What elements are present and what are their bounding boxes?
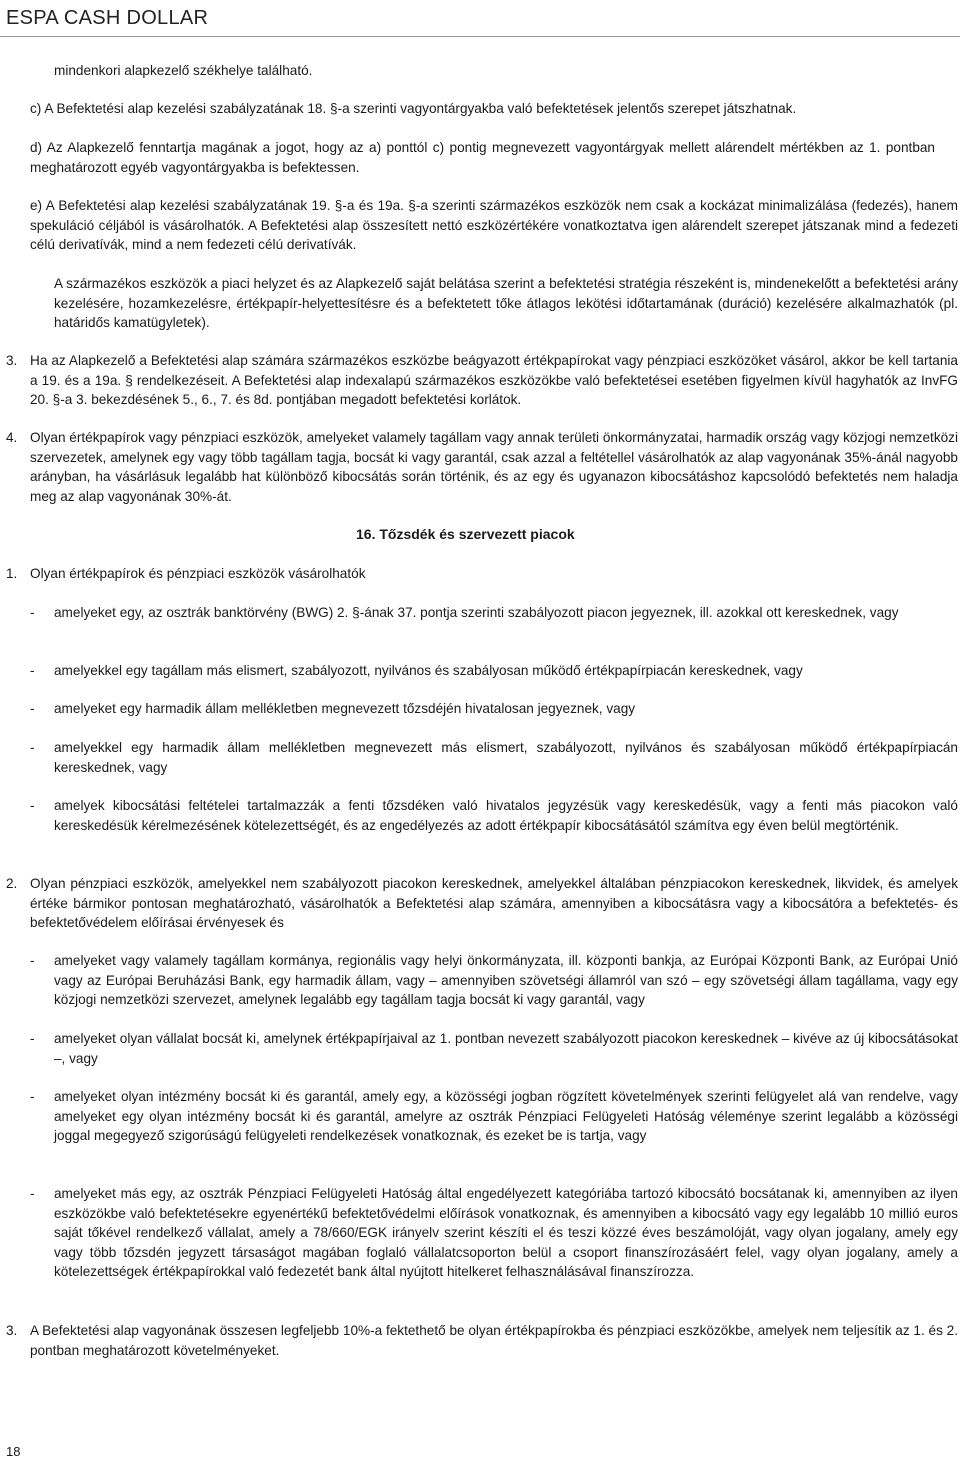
item-number: 2. <box>6 876 18 891</box>
item-number: 3. <box>6 353 18 368</box>
list-dash: - <box>30 663 35 678</box>
list-item: amelyeket olyan vállalat bocsát ki, amelynek értékpapírjaival az 1. pontban nevezett szabályozott piacokon kereskednek – kivéve az új kibocsátásokat –, vagy <box>54 1031 958 1066</box>
item-number: 3. <box>6 1323 18 1338</box>
paragraph-e: e) A Befektetési alap kezelési szabályzatának 19. §-a és 19a. §-a szerinti származékos eszközök nem csak a kockázat minimalizálása (fedezés), hanem spekuláció céljából is vásárolhatók. A Befektetési alap összesített nettó eszközértékére vonatkoztatva igen alárendelt szerepet játszanak mind a fedezeti célú derivatívák, mind a nem fedezeti célú derivatívák. <box>30 198 958 252</box>
list-dash: - <box>30 1186 35 1201</box>
document-title: ESPA CASH DOLLAR <box>6 7 209 29</box>
item-number: 4. <box>6 430 18 445</box>
list-item: amelyekkel egy tagállam más elismert, szabályozott, nyilvános és szabályosan működő értékpapírpiacán kereskednek, vagy <box>54 663 803 678</box>
list-dash: - <box>30 953 35 968</box>
list-dash: - <box>30 701 35 716</box>
list-item: amelyek kibocsátási feltételei tartalmazzák a fenti tőzsdéken való hivatalos jegyzésük vagy kereskedésük, vagy a fenti más piacokon való kereskedésük kérelmezésének kötelezettségét, és az engedélyezés az adott értékpapír kibocsátásától számítva egy éven belül megtörténik. <box>54 798 958 833</box>
section-heading: 16. Tőzsdék és szervezett piacok <box>356 526 575 542</box>
list-dash: - <box>30 1031 35 1046</box>
list-item: amelyekkel egy harmadik állam mellékletben megnevezett más elismert, szabályozott, nyilvános és szabályosan működő értékpapírpiacán kereskednek, vagy <box>54 740 958 775</box>
paragraph-3: Ha az Alapkezelő a Befektetési alap számára származékos eszközbe beágyazott értékpapírokat vagy pénzpiaci eszközöket vásárol, akkor be kell tartania a 19. és a 19a. § rendelkezéseit. A Befektetési alap indexalapú származékos eszközökbe való befektetései esetében figyelmen kívül hagyhatók az InvFG 20. §-a 3. bekezdésének 5., 6., 7. és 8d. pontjában megadott befektetési korlátok. <box>30 353 958 407</box>
page-number: 18 <box>6 1444 21 1459</box>
list-item: amelyeket más egy, az osztrák Pénzpiaci Felügyeleti Hatóság által engedélyezett kategóriába tartozó kibocsátó bocsátanak ki, amennyiben az ilyen eszközökbe való befektetésekre egyenértékű befektetővédelmi előírások vonatkoznak, és amennyiben a kibocsátó vagy egy legalább 10 millió euros saját tőkével rendelkező vállalat, amely a 78/660/EGK irányelv szerint készíti el és teszi közzé éves beszámolóját, vagy olyan jogalany, amely egy vagy több tőzsdén jegyzett társaságot magában foglaló vállalatcsoporton belül a csoport finanszírozásáért felel, vagy olyan jogalany, amely a kötelezettségek értékpapírokkal való fedezetét bank által nyújtott hitelkeret felhasználásával finanszírozza. <box>54 1186 958 1279</box>
list-dash: - <box>30 740 35 755</box>
paragraph-16-1: Olyan értékpapírok és pénzpiaci eszközök vásárolhatók <box>30 566 366 581</box>
paragraph-c: c) A Befektetési alap kezelési szabályzatának 18. §-a szerinti vagyontárgyakba való befektetések jelentős szerepet játszhatnak. <box>30 101 797 116</box>
list-item: amelyeket egy, az osztrák banktörvény (BWG) 2. §-ának 37. pontja szerinti szabályozott piacon jegyeznek, ill. azokkal ott kereskednek, vagy <box>54 605 899 620</box>
list-dash: - <box>30 1089 35 1104</box>
list-item: amelyeket olyan intézmény bocsát ki és garantál, amely egy, a közösségi jogban rögzített követelmények szerinti felügyelet alá van rendelve, vagy amelyeket egy olyan intézmény bocsát ki és garantál, amelyre az osztrák Pénzpiaci Felügyeleti Hatóság véleménye szerint legalább a közösségi joggal megegyező szigorúságú felügyeleti rendelkezések vonatkoznak, és ezeket be is tartja, vagy <box>54 1089 958 1143</box>
paragraph-d: d) Az Alapkezelő fenntartja magának a jogot, hogy az a) ponttól c) pontig megnevezett vagyontárgyak mellett alárendelt mértékben az 1. pontban meghatározott egyéb vagyontárgyakba is befektessen. <box>30 140 935 175</box>
list-item: amelyeket vagy valamely tagállam kormánya, regionális vagy helyi önkormányzata, ill. központi bankja, az Európai Központi Bank, az Európai Unió vagy az Európai Beruházási Bank, egy harmadik állam, vagy – amennyiben szövetségi államról van szó – egy szövetségi állam tagállama, vagy egy közjogi nemzetközi szervezet, amelynek legalább egy tagállam tagja bocsát ki vagy garantál, vagy <box>54 953 958 1007</box>
paragraph-derivatives: A származékos eszközök a piaci helyzet és az Alapkezelő saját belátása szerint a befektetési stratégia részeként is, mindenekelőtt a befektetési arány kezelésére, hozamkezelésre, értékpapír-helyettesítésre és a befektetett tőke átlagos lekötési időtartamának (duráció) kezelésére alkalmazhatók (pl. határidős kamatügyletek). <box>54 276 958 330</box>
item-number: 1. <box>6 566 18 581</box>
list-item: amelyeket egy harmadik állam mellékletben megnevezett tőzsdéjén hivatalosan jegyeznek, vagy <box>54 701 636 716</box>
paragraph-b1: mindenkori alapkezelő székhelye található. <box>54 63 313 78</box>
list-dash: - <box>30 798 35 813</box>
paragraph-16-3: A Befektetési alap vagyonának összesen legfeljebb 10%-a fektethető be olyan értékpapírokba és pénzpiaci eszközökbe, amelyek nem teljesítik az 1. és 2. pontban meghatározott követelményeket. <box>30 1323 958 1358</box>
list-dash: - <box>30 605 35 620</box>
paragraph-16-2: Olyan pénzpiaci eszközök, amelyekkel nem szabályozott piacokon kereskednek, amelyekkel általában pénzpiacokon kereskednek, likvidek, és amelyek értéke bármikor pontosan meghatározható, vásárolhatók a Befektetési alap számára, amennyiben a kibocsátásra vagy a kibocsátóra a befektetés- és befektetővédelem előírásai érvényesek és <box>30 876 958 930</box>
paragraph-4: Olyan értékpapírok vagy pénzpiaci eszközök, amelyeket valamely tagállam vagy annak területi önkormányzatai, harmadik ország vagy közjogi nemzetközi szervezetek, amelynek egy vagy több tagállam tagja, bocsát ki vagy garantál, csak azzal a feltétellel vásárolhatók az alap vagyonának 35%-ánál nagyobb arányban, ha vásárlásuk legalább hat különböző kibocsátás során történik, és az egy és ugyanazon kibocsátáshoz kapcsolódó befektetés nem haladja meg az alap vagyonának 30%-át. <box>30 430 958 504</box>
page-header <box>0 0 960 37</box>
